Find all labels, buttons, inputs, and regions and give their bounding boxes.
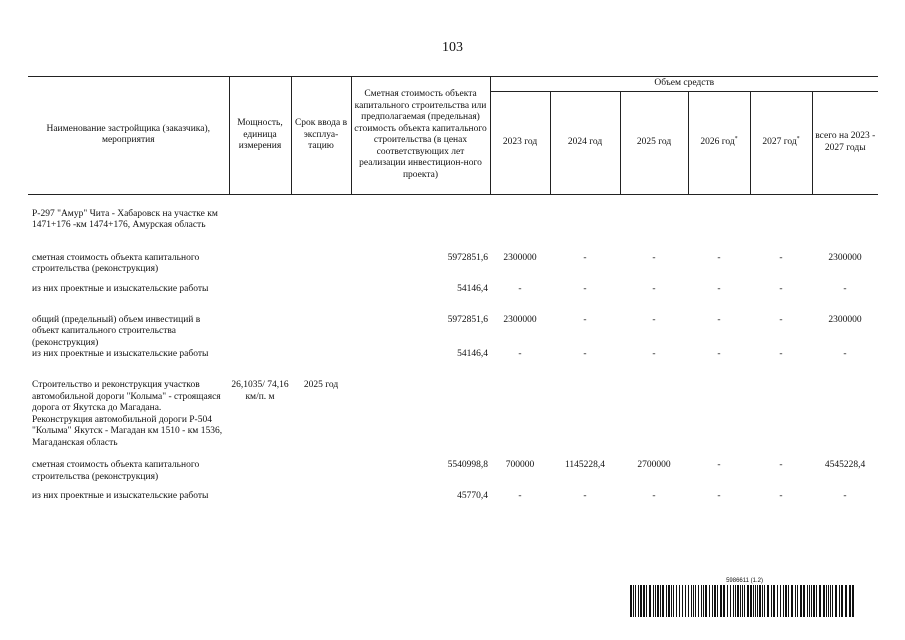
barcode-bar bbox=[701, 585, 702, 617]
barcode-bar bbox=[730, 585, 731, 617]
barcode-bar bbox=[780, 585, 781, 617]
header-year-label: 2026 год bbox=[700, 136, 735, 147]
row-year-value: - bbox=[779, 460, 783, 470]
barcode-bar bbox=[657, 585, 659, 617]
barcode-code: 5986611 (1.2) bbox=[726, 578, 763, 584]
row-year-value: 2300000 bbox=[503, 252, 537, 263]
barcode-bar bbox=[849, 585, 851, 617]
barcode-bar bbox=[630, 585, 632, 617]
header-year-mark: * bbox=[796, 135, 800, 142]
barcode-bar bbox=[685, 585, 686, 617]
barcode-bar bbox=[767, 585, 769, 617]
row-cost: 5972851,6 bbox=[447, 252, 488, 263]
row-year-value: - bbox=[717, 283, 721, 294]
row-year-value: 2700000 bbox=[637, 460, 671, 470]
row-cost bbox=[351, 209, 490, 253]
barcode-bar bbox=[733, 585, 734, 617]
barcode-bar bbox=[757, 585, 758, 617]
barcode-bar bbox=[803, 585, 805, 617]
row-term bbox=[291, 253, 351, 284]
barcode-bar bbox=[649, 585, 651, 617]
row-name: сметная стоимость объекта капитального строительства (реконструкция) bbox=[32, 252, 200, 274]
page-number: 103 bbox=[442, 40, 463, 55]
barcode-bar bbox=[668, 585, 670, 617]
row-year-value: - bbox=[583, 491, 587, 501]
barcode-bar bbox=[852, 585, 854, 617]
barcode-bar bbox=[698, 585, 699, 617]
barcode-bar bbox=[688, 585, 689, 617]
row-unit bbox=[229, 284, 291, 315]
row-cost: 5972851,6 bbox=[447, 314, 488, 325]
barcode-bar bbox=[816, 585, 817, 617]
table-header bbox=[28, 77, 878, 195]
row-cost: 5540998,8 bbox=[447, 460, 488, 470]
table-row bbox=[28, 491, 878, 522]
row-year-value: - bbox=[652, 491, 656, 501]
barcode-bar bbox=[679, 585, 680, 617]
barcode-bar bbox=[845, 585, 847, 617]
barcode-bar bbox=[735, 585, 736, 617]
barcode-bar bbox=[666, 585, 667, 617]
barcode-bar bbox=[740, 585, 741, 617]
row-unit bbox=[229, 349, 291, 380]
row-year-value: - bbox=[717, 491, 721, 501]
barcode-bar bbox=[807, 585, 808, 617]
row-year-value: - bbox=[779, 252, 783, 263]
row-year-value: 2300000 bbox=[503, 314, 537, 325]
header-year bbox=[750, 91, 812, 194]
row-year-value: - bbox=[652, 349, 656, 359]
row-year-value: - bbox=[779, 283, 783, 294]
barcode-bar bbox=[695, 585, 696, 617]
barcode-bar bbox=[826, 585, 827, 617]
barcode-bar bbox=[635, 585, 636, 617]
row-name: общий (предельный) объем инвестиций в объект капитального строительства (реконструкция) bbox=[32, 314, 201, 348]
barcode-bar bbox=[655, 585, 656, 617]
table-row bbox=[28, 349, 878, 380]
barcode-bar bbox=[809, 585, 810, 617]
barcode-bar bbox=[723, 585, 725, 617]
row-year-value bbox=[750, 380, 812, 460]
row-year-value bbox=[688, 209, 750, 253]
header-year-label: 2023 год bbox=[502, 136, 538, 147]
row-unit bbox=[229, 315, 291, 350]
barcode-bar bbox=[744, 585, 745, 617]
barcode-bar bbox=[771, 585, 772, 617]
budget-table bbox=[28, 76, 878, 522]
row-year-value: 700000 bbox=[505, 460, 535, 470]
header-cost: Сметная стоимость объекта капитального строительства или предполагаемая (предельная) стоимость объекта капитального строительства (в ценах соответствующих лет реализации инвестицион-ного проекта) bbox=[351, 77, 490, 195]
barcode-bar bbox=[712, 585, 713, 617]
row-cost: 45770,4 bbox=[457, 491, 488, 501]
header-year bbox=[688, 91, 750, 194]
barcode-bar bbox=[819, 585, 821, 617]
table-row bbox=[28, 460, 878, 491]
barcode-bar bbox=[638, 585, 639, 617]
barcode-bar bbox=[646, 585, 647, 617]
barcode-bar bbox=[705, 585, 707, 617]
row-total bbox=[812, 209, 878, 253]
barcode-bar bbox=[653, 585, 654, 617]
row-year-value: - bbox=[779, 349, 783, 359]
row-year-value: - bbox=[717, 314, 721, 325]
row-year-value bbox=[750, 209, 812, 253]
header-year-label: 2024 год bbox=[567, 136, 603, 147]
barcode-bar bbox=[788, 585, 789, 617]
row-name: из них проектные и изыскательские работы bbox=[32, 491, 209, 501]
barcode-bar bbox=[703, 585, 704, 617]
barcode-bar bbox=[755, 585, 756, 617]
row-term bbox=[291, 284, 351, 315]
row-year-value: - bbox=[779, 314, 783, 325]
barcode-bar bbox=[742, 585, 743, 617]
row-cost: 54146,4 bbox=[457, 349, 488, 359]
barcode-bar bbox=[773, 585, 775, 617]
barcode-block bbox=[630, 578, 855, 617]
barcode-bar bbox=[660, 585, 661, 617]
barcode-bar bbox=[714, 585, 716, 617]
row-year-value bbox=[550, 380, 620, 460]
barcode-bar bbox=[795, 585, 796, 617]
row-term bbox=[291, 460, 351, 491]
row-term bbox=[291, 315, 351, 350]
barcode-bar bbox=[783, 585, 784, 617]
row-name: Строительство и реконструкция участков автомобильной дороги "Колыма" - строящаяся дорога от Якутска до Магадана. Реконструкция автомобильной дороги Р-504 "Колыма" Якутск - Магадан км 1510 - км 1536, Магаданская область bbox=[32, 380, 223, 448]
row-year-value: - bbox=[583, 349, 587, 359]
barcode-bar bbox=[828, 585, 829, 617]
barcode-bar bbox=[753, 585, 754, 617]
row-year-value: - bbox=[583, 314, 587, 325]
row-total: 4545228,4 bbox=[824, 460, 866, 470]
row-unit bbox=[229, 460, 291, 491]
barcode-bar bbox=[762, 585, 763, 617]
row-unit bbox=[229, 209, 291, 253]
barcode-bar bbox=[759, 585, 761, 617]
row-total: 2300000 bbox=[828, 252, 862, 263]
barcode-bar bbox=[830, 585, 831, 617]
row-term bbox=[291, 349, 351, 380]
barcode-bar bbox=[823, 585, 825, 617]
header-name: Наименование застройщика (заказчика), мероприятия bbox=[28, 77, 229, 195]
row-unit bbox=[229, 253, 291, 284]
barcode-bar bbox=[720, 585, 722, 617]
row-year-value: - bbox=[652, 252, 656, 263]
barcode-bar bbox=[662, 585, 664, 617]
spacer-cell bbox=[28, 194, 878, 209]
row-unit bbox=[229, 491, 291, 522]
row-year-value bbox=[490, 380, 550, 460]
header-year-label: 2027 год bbox=[762, 136, 797, 147]
barcode-bar bbox=[839, 585, 840, 617]
barcode-bar bbox=[811, 585, 812, 617]
row-year-value: - bbox=[518, 491, 522, 501]
barcode-bar bbox=[691, 585, 692, 617]
row-year-value bbox=[620, 209, 688, 253]
header-total: всего на 2023 - 2027 годы bbox=[812, 91, 878, 194]
barcode-bar bbox=[633, 585, 634, 617]
barcode-bar bbox=[717, 585, 718, 617]
header-year bbox=[550, 91, 620, 194]
row-year-value bbox=[620, 380, 688, 460]
row-total: - bbox=[843, 283, 847, 294]
row-term bbox=[291, 491, 351, 522]
row-year-value: - bbox=[583, 252, 587, 263]
barcode-bar bbox=[791, 585, 793, 617]
barcode-bar bbox=[676, 585, 677, 617]
row-name: Р-297 "Амур" Чита - Хабаровск на участке км 1471+176 -км 1474+176, Амурская область bbox=[32, 208, 218, 230]
row-year-value: - bbox=[779, 491, 783, 501]
header-capacity: Мощность, единица измерения bbox=[229, 77, 291, 195]
barcode-bar bbox=[750, 585, 752, 617]
project-title-row bbox=[28, 380, 878, 460]
row-year-value: - bbox=[717, 349, 721, 359]
row-total: - bbox=[843, 349, 847, 359]
row-year-value bbox=[490, 209, 550, 253]
header-year bbox=[490, 91, 550, 194]
row-unit: 26,1035/ 74,16 км/п. м bbox=[231, 380, 289, 402]
barcode-bar bbox=[777, 585, 778, 617]
barcode-bar bbox=[800, 585, 802, 617]
barcode-bar bbox=[640, 585, 642, 617]
row-total: 2300000 bbox=[828, 314, 862, 325]
row-year-value bbox=[688, 380, 750, 460]
row-term bbox=[291, 209, 351, 253]
row-total: - bbox=[843, 491, 847, 501]
barcode-bar bbox=[727, 585, 728, 617]
barcode-bar bbox=[709, 585, 710, 617]
barcode-bar bbox=[671, 585, 672, 617]
barcode-bar bbox=[813, 585, 815, 617]
barcode-image bbox=[630, 585, 855, 617]
row-year-value: - bbox=[652, 283, 656, 294]
header-volume-group: Объем средств bbox=[490, 77, 878, 92]
barcode-bar bbox=[785, 585, 787, 617]
table-body bbox=[28, 194, 878, 522]
project-title-row bbox=[28, 209, 878, 253]
barcode-bar bbox=[832, 585, 833, 617]
row-year-value: - bbox=[717, 252, 721, 263]
barcode-bar bbox=[764, 585, 765, 617]
row-year-value: - bbox=[518, 283, 522, 294]
table-row bbox=[28, 253, 878, 284]
header-year-mark: * bbox=[734, 135, 738, 142]
row-name: из них проектные и изыскательские работы bbox=[32, 283, 209, 294]
row-total bbox=[812, 380, 878, 460]
barcode-bar bbox=[737, 585, 739, 617]
barcode-bar bbox=[841, 585, 843, 617]
row-year-value: 1145228,4 bbox=[564, 460, 606, 470]
row-cost: 54146,4 bbox=[457, 283, 488, 294]
header-year-label: 2025 год bbox=[636, 136, 672, 147]
barcode-bar bbox=[682, 585, 683, 617]
row-year-value: - bbox=[583, 283, 587, 294]
barcode-bar bbox=[747, 585, 749, 617]
table-row bbox=[28, 284, 878, 315]
row-year-value bbox=[550, 209, 620, 253]
barcode-bar bbox=[643, 585, 645, 617]
row-cost bbox=[351, 380, 490, 460]
row-name: сметная стоимость объекта капитального строительства (реконструкция) bbox=[32, 460, 200, 482]
table-row bbox=[28, 315, 878, 350]
barcode-bar bbox=[673, 585, 674, 617]
barcode-bar bbox=[835, 585, 837, 617]
row-name: из них проектные и изыскательские работы bbox=[32, 349, 209, 359]
row-year-value: - bbox=[717, 460, 721, 470]
row-term: 2025 год bbox=[303, 380, 339, 390]
barcode-bar bbox=[693, 585, 694, 617]
header-term: Срок ввода в эксплуа-тацию bbox=[291, 77, 351, 195]
barcode-bar bbox=[797, 585, 798, 617]
spacer-row bbox=[28, 194, 878, 209]
row-year-value: - bbox=[652, 314, 656, 325]
header-year bbox=[620, 91, 688, 194]
budget-table-container bbox=[28, 76, 878, 522]
row-year-value: - bbox=[518, 349, 522, 359]
